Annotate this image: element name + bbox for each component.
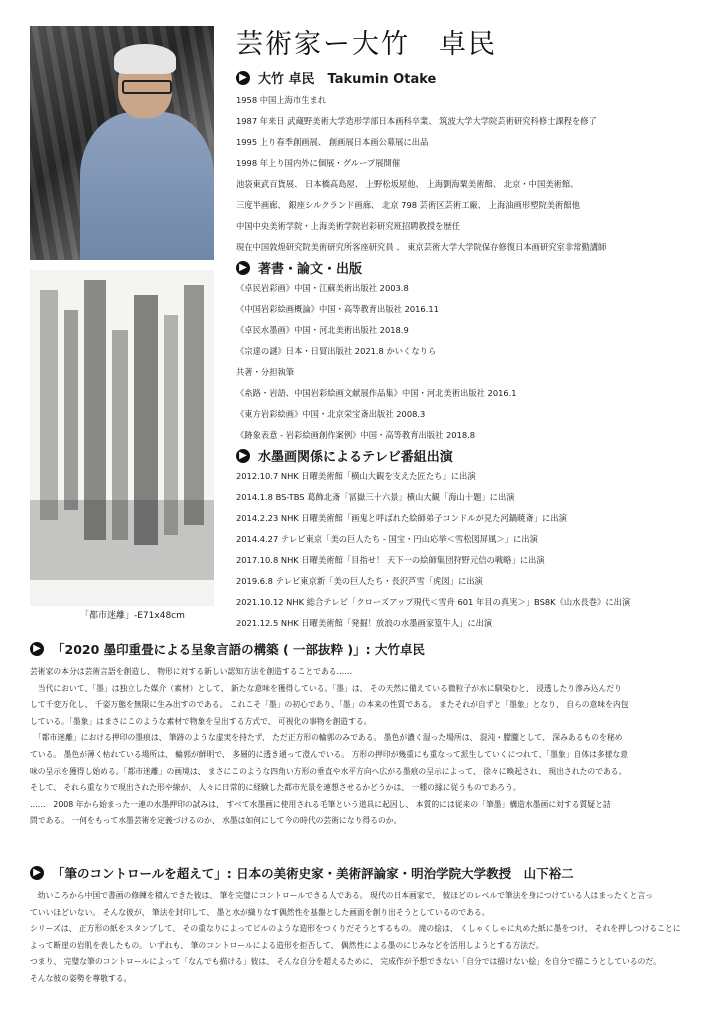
list-item: 《卓民岩彩画》中国・江蘇美術出版社 2003.8	[236, 283, 409, 293]
essay2-body	[30, 888, 700, 988]
essay-line: 問である。 一何をもって水墨芸術を定義づけるのか、 水墨は如何にして今の時代の芸術になり得るのか。	[30, 816, 402, 826]
essay2-heading: ▶ 「筆のコントロールを超えて」: 日本の美術史家・美術評論家・明治学院大学教授 山下裕二	[30, 864, 574, 882]
page-title: 芸術家ー大竹 卓民	[236, 29, 497, 60]
list-item: 《糸路・岩語、中国岩彩絵画文献展作品集》中国・河北美術出版社 2016.1	[236, 388, 517, 398]
essay-line: よって断崖の岩肌を表したもの。 いずれも、 筆のコントロールによる造形を拒否して、 偶然性による墨のにじみなどを活用しようとする方法だ。	[30, 940, 544, 950]
artwork-image	[30, 270, 214, 606]
list-item: 三度半画廊、 銀座シルクランド画廊、 北京 798 芸術区芸術工廠、 上海油画形塑院美術館他	[236, 200, 580, 210]
essay-line: ている。 墨色が薄く枯れている場所は、 輪郭が鮮明で、 多層的に透き通って澄んでいる。 方形の押印が幾重にも重なって派生していくにつれて、「墨象」自体は多様な意	[30, 749, 629, 759]
list-item: 2014.1.8 BS-TBS 葛飾北斎「冨嶽三十六景」横山大観「海山十題」に出演	[236, 492, 515, 502]
list-item: 中国中央美術学院・上海美術学院岩彩研究班招聘教授を歴任	[236, 221, 461, 231]
essay-line: つまり、 完璧な筆のコントロールによって「なんでも描ける」彼は、 そんな自分を超えるために、 完成作が予想できない「自分では描けない絵」を自分で描こうとしているのだ。	[30, 957, 662, 967]
essay-line: そんな彼の姿勢を尊敬する。	[30, 973, 132, 983]
list-item: 1987 年来日 武蔵野美術大学造形学部日本画科卒業、 筑波大学大学院芸術研究科修士課程を修了	[236, 116, 597, 126]
essay-line: 「都市迷離」における押印の墨痕は、 筆跡のような虚実を持たず、 ただ正方形の輪郭のみである。 墨色が濃く湿った場所は、 混沌・朦朧として、 深みあるものを秘め	[30, 733, 623, 743]
list-item: 《東方岩彩絵画》中国・北京栄宝斎出版社 2008.3	[236, 409, 426, 419]
list-item: 2012.10.7 NHK 日曜美術館「横山大観を支えた匠たち」に出演	[236, 471, 476, 481]
essay-line: そして、 それら重なりで現出された形や線が、 人々に日常的に経験した都市光景を連想させるかどうかは、 一種の縁に従うものであろう。	[30, 783, 521, 793]
essay1-body	[30, 664, 700, 830]
essay-line: 芸術家の本分は芸術言語を創造し、 物形に対する新しい認知方法を創造することである……	[30, 667, 353, 676]
profile-list	[236, 90, 606, 258]
tv-heading: ▶ 水墨画関係によるテレビ番組出演	[236, 446, 453, 465]
list-item: 2014.2.23 NHK 日曜美術館「画鬼と呼ばれた絵師弟子コンドルが見た河鍋暁斎」に出演	[236, 513, 567, 523]
list-item: 1958 中国上海市生まれ	[236, 95, 327, 105]
essay1-heading: ▶ 「2020 墨印重畳による呈象言語の構築 ( 一部抜粋 )」: 大竹卓民	[30, 640, 425, 658]
books-list	[236, 278, 517, 446]
essay-line: 当代において、「墨」は独立した媒介（素材）として、 新たな意味を獲得している。「墨」は、 その天然に備えている微粒子が水に馴染むと、 浸透したり滲み込んだり	[30, 683, 622, 693]
list-item: 1998 年上り国内外に個展・グループ展開催	[236, 158, 401, 168]
arrow-right-icon: ▶	[236, 261, 250, 275]
list-item: 2019.6.8 テレビ東京新「美の巨人たち・長沢芦雪「虎図」に出演	[236, 576, 483, 586]
list-item: 1995 上り春季創画展、 創画展日本画公募展に出品	[236, 137, 429, 147]
list-item: 2021.12.5 NHK 日曜美術館「発掘！放浪の水墨画家篁牛人」に出演	[236, 618, 493, 628]
essay-line: …… 2008 年から始まった一連の水墨押印の試みは、 すべて水墨画に使用される毛筆という道具に起因し、 本質的には従来の「筆墨」構造水墨画に対する質疑と詰	[30, 799, 611, 809]
list-item: 《卓民水墨画》中国・河北美術出版社 2018.9	[236, 325, 409, 335]
list-item: 池袋東武百貨展、 日本橋高島屋、 上野松坂屋他、 上海劉海粟美術館、 北京・中国美術館、	[236, 179, 579, 189]
arrow-right-icon: ▶	[236, 71, 250, 85]
arrow-right-icon: ▶	[236, 449, 250, 463]
list-item: 《宗達の謎》日本・日貿出版社 2021.8 かいくなりら	[236, 346, 437, 356]
artist-photo	[30, 26, 214, 260]
essay-line: シリーズは、 正方形の紙をスタンプして、 その重なりによってビルのような造形をつくりだそうとするもの。 滝の絵は、 くしゃくしゃに丸めた紙に墨をつけ、 それを押しつけることに	[30, 924, 681, 934]
list-item: 《跡象表意 - 岩彩絵画創作案例》中国・高等教育出版社 2018.8	[236, 430, 476, 440]
profile-heading: ▶ 大竹 卓民 Takumin Otake	[236, 68, 436, 87]
list-item: 2017.10.8 NHK 日曜美術館「目指せ！ 天下一の絵師集団狩野元信の戦略」に出演	[236, 555, 545, 565]
tv-list	[236, 466, 630, 634]
books-heading: ▶ 著書・論文・出版	[236, 258, 362, 277]
list-item: 《中国岩彩絵画概論》中国・高等教育出版社 2016.11	[236, 304, 439, 314]
essay-line: ていいほどいない。 そんな彼が、 筆法を封印して、 墨と水が織りなす偶然性を基盤とした画面を創り出そうとしているのである。	[30, 907, 490, 917]
list-item: 現在中国敦煌研究院美術研究所客座研究員 、 東京芸術大学大学院保存修復日本画研究室非常勤講師	[236, 242, 607, 252]
arrow-right-icon: ▶	[30, 642, 44, 656]
essay-line: 幼いころから中国で書画の修練を積んできた彼は、 筆を完璧にコントロールできる人である。 現代の日本画家で、 彼ほどのレベルで筆法を身につけている人はまったくと言っ	[30, 891, 653, 900]
list-item: 2014.4.27 テレビ東京「美の巨人たち - 国宝・円山応挙＜雪松図屏風＞」に出演	[236, 534, 538, 544]
list-item: 2021.10.12 NHK 総合テレビ「クローズアップ現代＜雪舟 601 年目の真実＞」BS8K《山水長巻》に出演	[236, 597, 631, 607]
essay-line: 味の呈示を獲得し始める。「都市迷離」の画境は、 まさにこのような四角い方形の垂直や水平方向へ広がる墨痕の呈示によって、 徐々に喚起され、 現出されたのである。	[30, 766, 627, 776]
artwork-caption: 「都市迷離」-E71x48cm	[80, 611, 185, 621]
essay-line: している。「墨象」はまさにこのような素材で物象を呈出する方式で、 可視化の事物を創造する。	[30, 716, 372, 726]
essay-line: して千変万化し、 千姿万態を無限に生み出すのである。 これこそ「墨」の初心であり、「墨」の本来の性質である。 またそれが自ずと「墨象」となり、 自らの意味を内包	[30, 700, 629, 710]
list-item: 共著・分担執筆	[236, 367, 295, 377]
arrow-right-icon: ▶	[30, 866, 44, 880]
